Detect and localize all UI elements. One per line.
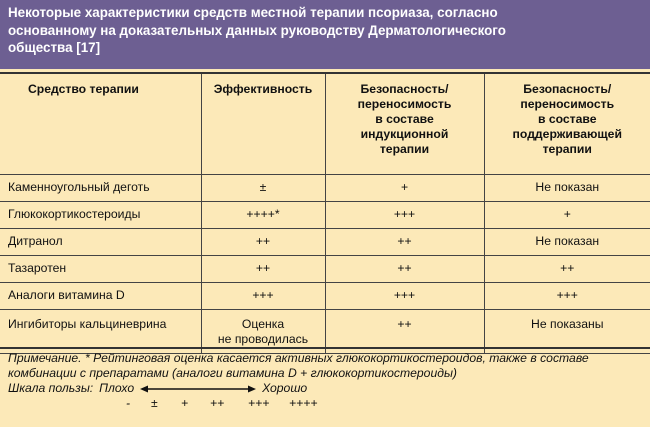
table-row bbox=[0, 228, 650, 255]
cell-efficacy: ++ bbox=[201, 255, 325, 282]
footnote-line: комбинации с препаратами (аналоги витамина D + глюкокортикостероиды) bbox=[8, 366, 457, 380]
cell-maintenance: + bbox=[484, 201, 650, 228]
scale-value: ++ bbox=[210, 396, 225, 410]
benefit-scale bbox=[8, 381, 642, 396]
cell-induction: ++ bbox=[325, 309, 484, 353]
cell-agent: Глюкокортикостероиды bbox=[0, 201, 201, 228]
title-line: основанному на доказательных данных руководству Дерматологического bbox=[8, 22, 506, 38]
cell-efficacy: +++ bbox=[201, 282, 325, 309]
header-agent: Средство терапии bbox=[0, 73, 201, 174]
header-maintenance-safety: Безопасность/ переносимость в составе поддерживающей терапии bbox=[484, 73, 650, 174]
cell-induction: + bbox=[325, 174, 484, 201]
cell-maintenance: +++ bbox=[484, 282, 650, 309]
cell-efficacy: ± bbox=[201, 174, 325, 201]
cell-efficacy: Оценка не проводилась bbox=[201, 309, 325, 353]
cell-agent: Ингибиторы кальциневрина bbox=[0, 309, 201, 353]
header-efficacy: Эффективность bbox=[201, 73, 325, 174]
scale-value: + bbox=[181, 396, 189, 410]
scale-value: ++++ bbox=[289, 396, 318, 410]
table-header-row bbox=[0, 73, 650, 174]
footnote-line: Примечание. * Рейтинговая оценка касается активных глюкокортикостероидов, также в составе bbox=[8, 351, 589, 365]
cell-induction: ++ bbox=[325, 228, 484, 255]
scale-value: +++ bbox=[248, 396, 270, 410]
header-induction-safety: Безопасность/ переносимость в составе индукционной терапии bbox=[325, 73, 484, 174]
table-footnote bbox=[0, 347, 650, 427]
scale-value: ± bbox=[151, 396, 158, 410]
table-row bbox=[0, 255, 650, 282]
cell-induction: ++ bbox=[325, 255, 484, 282]
cell-efficacy: ++ bbox=[201, 228, 325, 255]
scale-value: - bbox=[126, 396, 131, 410]
cell-agent: Каменноугольный деготь bbox=[0, 174, 201, 201]
cell-maintenance: Не показаны bbox=[484, 309, 650, 353]
cell-maintenance: Не показан bbox=[484, 228, 650, 255]
table-row bbox=[0, 174, 650, 201]
cell-agent: Дитранол bbox=[0, 228, 201, 255]
cell-efficacy: ++++* bbox=[201, 201, 325, 228]
title-line: общества [17] bbox=[8, 40, 101, 55]
scale-good-label: Хорошо bbox=[262, 381, 308, 395]
cell-agent: Тазаротен bbox=[0, 255, 201, 282]
cell-induction: +++ bbox=[325, 201, 484, 228]
cell-agent: Аналоги витамина D bbox=[0, 282, 201, 309]
scale-label: Шкала пользы: bbox=[8, 381, 94, 395]
characteristics-table bbox=[0, 72, 650, 354]
cell-maintenance: ++ bbox=[484, 255, 650, 282]
table-row bbox=[0, 282, 650, 309]
title-line: Некоторые характеристики средств местной терапии псориаза, согласно bbox=[8, 5, 498, 20]
table-title bbox=[0, 0, 650, 69]
double-arrow-icon bbox=[140, 384, 256, 394]
cell-maintenance: Не показан bbox=[484, 174, 650, 201]
table-row bbox=[0, 201, 650, 228]
cell-induction: +++ bbox=[325, 282, 484, 309]
scale-values bbox=[123, 396, 642, 411]
scale-bad-label: Плохо bbox=[99, 381, 135, 395]
